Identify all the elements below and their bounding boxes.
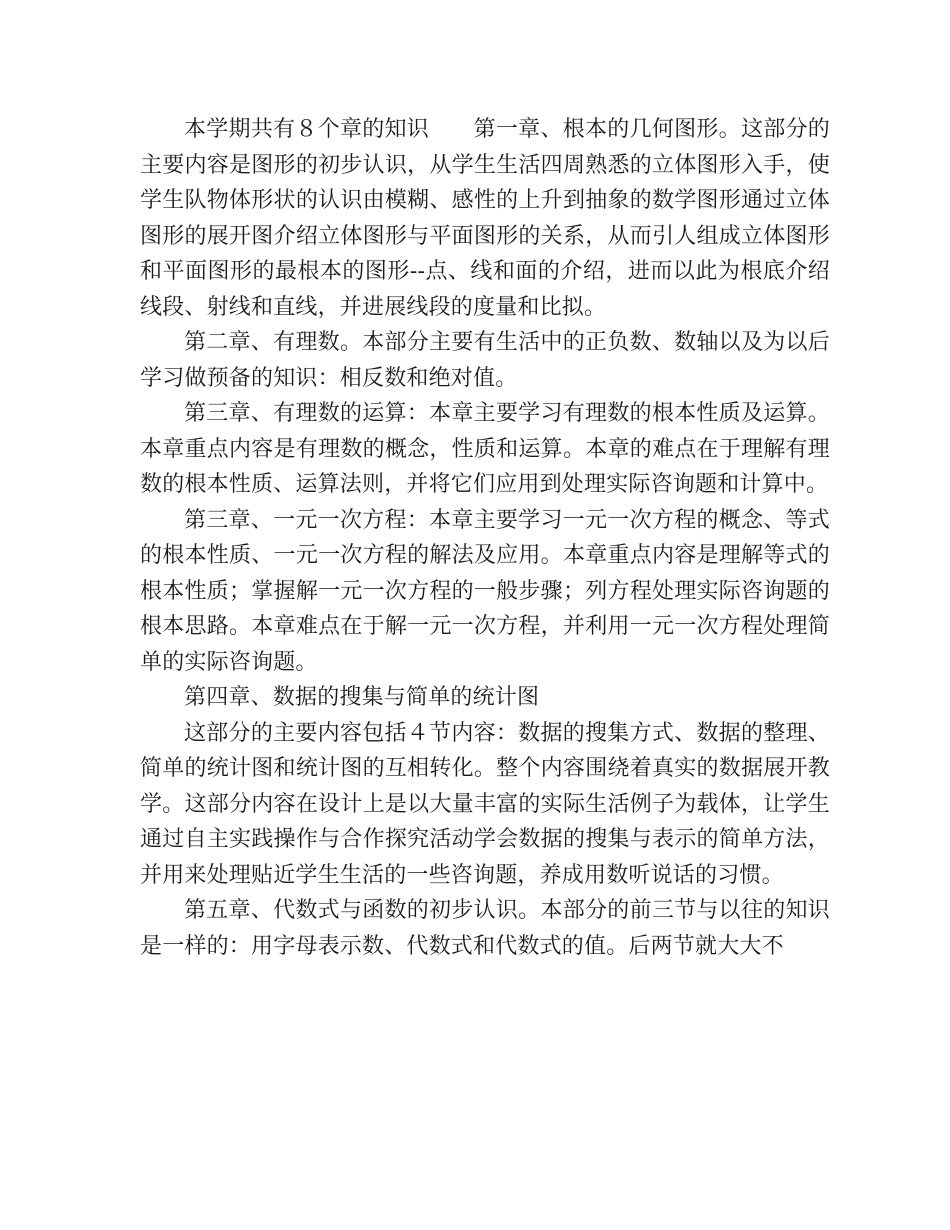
paragraph-chapter-5: 第五章、代数式与函数的初步认识。本部分的前三节与以往的知识是一样的：用字母表示数、代数式和代数式的值。后两节就大大不 xyxy=(140,898,830,959)
paragraph-chapter-2: 第二章、有理数。本部分主要有生活中的正负数、数轴以及为以后学习做预备的知识：相反数和绝对值。 xyxy=(140,330,830,391)
paragraph-chapter-4-heading: 第四章、数据的搜集与简单的统计图 xyxy=(184,685,540,710)
document-body xyxy=(140,112,830,964)
paragraph-chapter-1: 本学期共有８个章的知识 第一章、根本的几何图形。这部分的主要内容是图形的初步认识，从学生生活四周熟悉的立体图形入手，使学生队物体形状的认识由模糊、感性的上升到抽象的数学图形通过立体图形的展开图介绍立体图形与平面图形的关系，从而引人组成立体图形和平面图形的最根本的图形--点、线和面的介绍，进而以此为根底介绍线段、射线和直线，并进展线段的度量和比拟。 xyxy=(140,117,830,320)
paragraph-chapter-4-body: 这部分的主要内容包括４节内容：数据的搜集方式、数据的整理、简单的统计图和统计图的互相转化。整个内容围绕着真实的数据展开教学。这部分内容在设计上是以大量丰富的实际生活例子为载体，让学生通过自主实践操作与合作探究活动学会数据的搜集与表示的简单方法，并用来处理贴近学生生活的一些咨询题，养成用数听说话的习惯。 xyxy=(140,720,830,888)
paragraph-chapter-3-operations: 第三章、有理数的运算：本章主要学习有理数的根本性质及运算。本章重点内容是有理数的概念，性质和运算。本章的难点在于理解有理数的根本性质、运算法则，并将它们应用到处理实际咨询题和计算中。 xyxy=(140,401,830,497)
paragraph-chapter-3-equations: 第三章、一元一次方程：本章主要学习一元一次方程的概念、等式的根本性质、一元一次方程的解法及应用。本章重点内容是理解等式的根本性质；掌握解一元一次方程的一般步骤；列方程处理实际咨询题的根本思路。本章难点在于解一元一次方程，并利用一元一次方程处理简单的实际咨询题。 xyxy=(140,507,830,675)
